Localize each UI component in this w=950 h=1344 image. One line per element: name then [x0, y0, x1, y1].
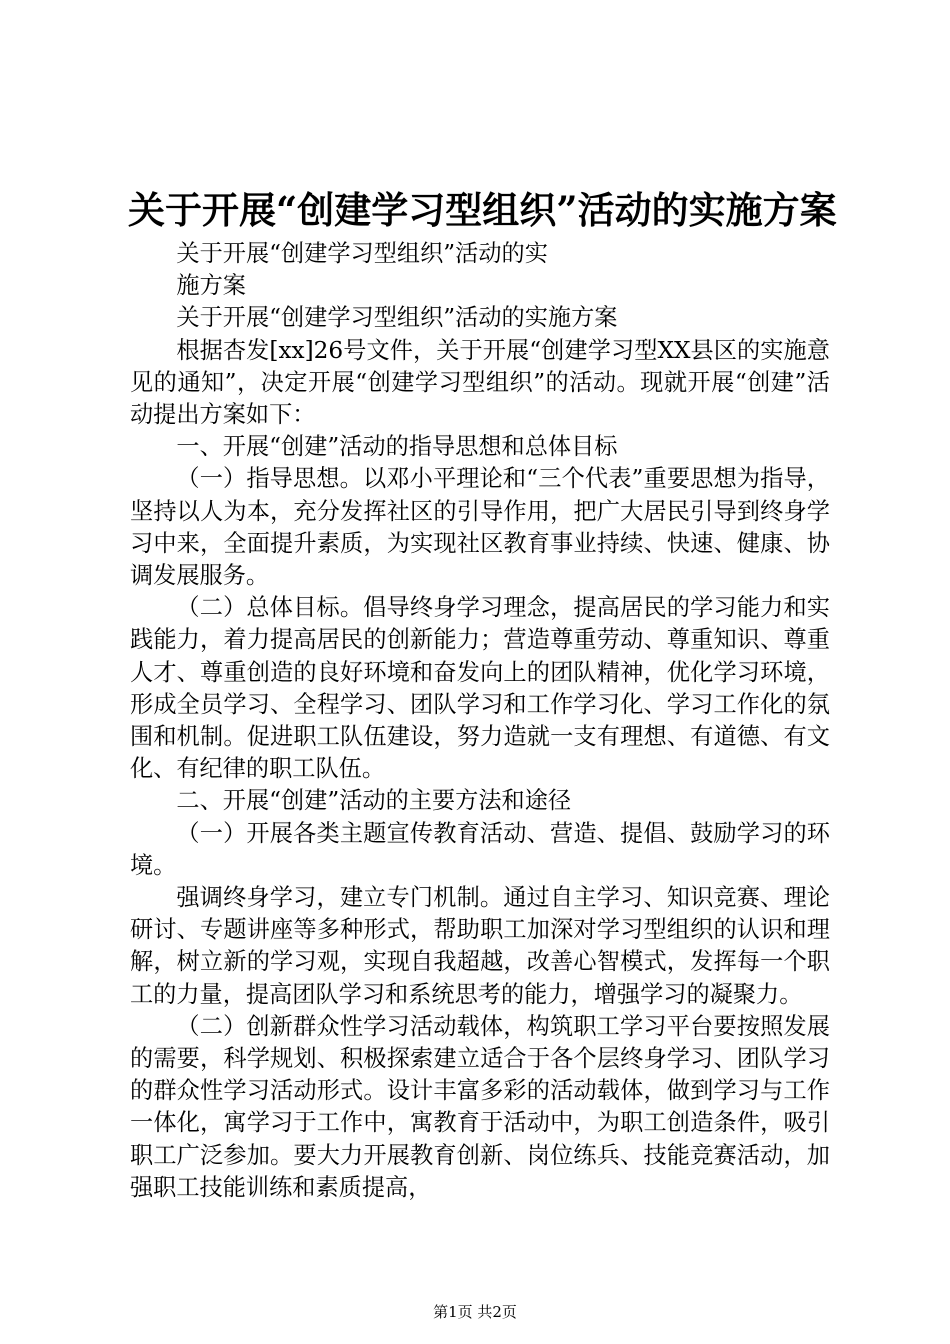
paragraph-subtitle-line2: 施方案 — [176, 272, 246, 300]
paragraph-lifelong-learning: 强调终身学习，建立专门机制。通过自主学习、知识竞赛、理论研讨、专题讲座等多种形式，帮助职工加深对学习型组织的认识和理解，树立新的学习观，实现自我超越，改善心智模式，发挥每一个职工的力量，提高团队学习和系统思考的能力，增强学习的凝聚力。 — [130, 884, 830, 1008]
paragraph-repeated-title: 关于开展“创建学习型组织”活动的实施方案 — [176, 304, 618, 332]
paragraph-method-2: （二）创新群众性学习活动载体，构筑职工学习平台要按照发展的需要，科学规划、积极探索建立适合于各个层终身学习、团队学习的群众性学习活动形式。设计丰富多彩的活动载体，做到学习与工作一体化，寓学习于工作中，寓教育于活动中，为职工创造条件，吸引职工广泛参加。要大力开展教育创新、岗位练兵、技能竞赛活动，加强职工技能训练和素质提高， — [130, 1012, 830, 1201]
paragraph-method-1: （一）开展各类主题宣传教育活动、营造、提倡、鼓励学习的环境。 — [130, 819, 830, 879]
section-heading-1: 一、开展“创建”活动的指导思想和总体目标 — [176, 433, 618, 461]
paragraph-subtitle-line1: 关于开展“创建学习型组织”活动的实 — [176, 240, 548, 267]
paragraph-guiding-thought: （一）指导思想。以邓小平理论和“三个代表”重要思想为指导，坚持以人为本，充分发挥社区的引导作用，把广大居民引导到终身学习中来，全面提升素质，为实现社区教育事业持续、快速、健康、协调发展服务。 — [130, 465, 830, 590]
paragraph-overall-goal: （二）总体目标。倡导终身学习理念，提高居民的学习能力和实践能力，着力提高居民的创新能力；营造尊重劳动、尊重知识、尊重人才、尊重创造的良好环境和奋发向上的团队精神，优化学习环境，形成全员学习、全程学习、团队学习和工作学习化、学习工作化的氛围和机制。促进职工队伍建设，努力造就一支有理想、有道德、有文化、有纪律的职工队伍。 — [130, 594, 830, 783]
page-footer: 第1页 共2页 — [433, 1303, 517, 1321]
paragraph-intro: 根据杏发[xx]26号文件，关于开展“创建学习型XX县区的实施意见的通知”，决定开展“创建学习型组织”的活动。现就开展“创建”活动提出方案如下： — [130, 336, 830, 429]
document-body — [130, 238, 830, 1204]
section-heading-2: 二、开展“创建”活动的主要方法和途径 — [176, 787, 572, 815]
document-title: 关于开展“创建学习型组织”活动的实施方案 — [128, 188, 837, 232]
